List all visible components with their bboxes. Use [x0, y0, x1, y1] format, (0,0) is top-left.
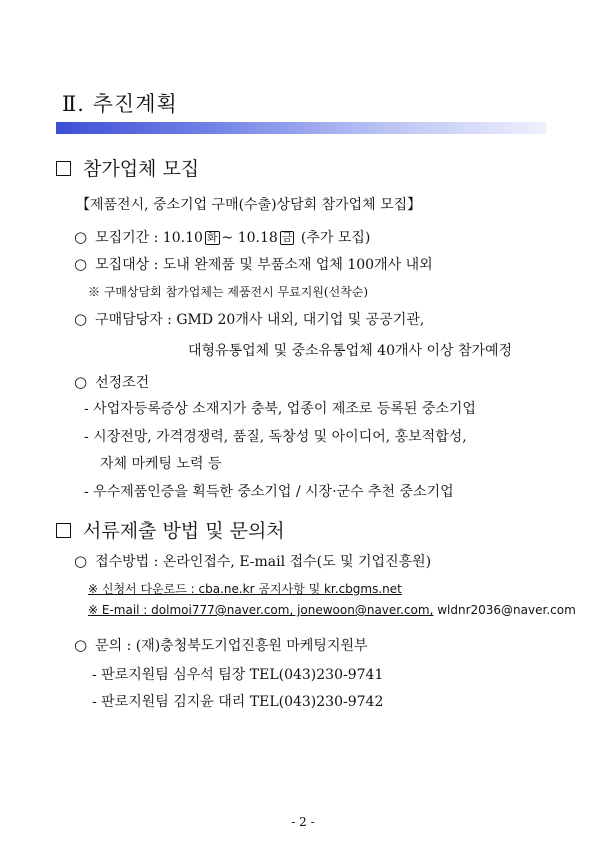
circle-bullet-icon: ○ [74, 552, 88, 570]
checkbox-square-icon [56, 523, 71, 538]
email-plain: wldnr2036@naver.com [433, 603, 576, 617]
page-title: Ⅱ. 추진계획 [62, 92, 178, 116]
criteria-item: - 사업자등록증상 소재지가 충북, 업종이 제조로 등록된 중소기업 [84, 401, 476, 417]
target-note: ※ 구매상담회 참가업체는 제품전시 무료지원(선착순) [88, 285, 369, 299]
section-title: 서류제출 방법 및 문의처 [83, 520, 285, 542]
criteria-item: - 시장전망, 가격경쟁력, 품질, 독창성 및 아이디어, 홍보적합성, [84, 429, 467, 445]
contact-person: - 판로지원팀 김지윤 대리 TEL(043)230-9742 [92, 694, 384, 710]
recruit-period: ○ 모집기간 : 10.10 화 ~ 10.18 금 (추가 모집) [74, 228, 371, 246]
email-label: ※ E-mail : [88, 603, 152, 617]
page-number: - 2 - [291, 815, 315, 829]
circle-bullet-icon: ○ [74, 228, 88, 246]
section-subtitle: 【제품전시, 중소기업 구매(수출)상담회 참가업체 모집】 [76, 197, 422, 213]
circle-bullet-icon: ○ [74, 373, 88, 391]
contact-label: ○ 문의 : (재)충청북도기업진흥원 마케팅지원부 [74, 636, 368, 654]
criteria-label: ○ 선정조건 [74, 373, 150, 391]
email-links[interactable]: dolmoi777@naver.com, jonewoon@naver.com, [151, 603, 434, 617]
criteria-item: 자체 마케팅 노력 등 [100, 456, 222, 472]
download-note-link[interactable]: ※ 신청서 다운로드 : cba.ne.kr 공지사항 및 kr.cbgms.net [88, 582, 402, 596]
contact-person: - 판로지원팀 심우석 팀장 TEL(043)230-9741 [92, 667, 384, 683]
section-heading-recruitment [56, 154, 199, 181]
section-heading-submission [56, 516, 285, 543]
email-line [88, 603, 576, 617]
checkbox-square-icon [56, 161, 71, 176]
circle-bullet-icon: ○ [74, 255, 88, 273]
day-badge: 화 [206, 231, 218, 244]
circle-bullet-icon: ○ [74, 310, 88, 328]
circle-bullet-icon: ○ [74, 636, 88, 654]
section-title: 참가업체 모집 [83, 158, 200, 180]
submission-method: ○ 접수방법 : 온라인접수, E-mail 접수(도 및 기업진흥원) [74, 552, 432, 570]
recruit-target: ○ 모집대상 : 도내 완제품 및 부품소재 업체 100개사 내외 [74, 255, 433, 273]
buyers-line-1: ○ 구매담당자 : GMD 20개사 내외, 대기업 및 공공기관, [74, 310, 425, 328]
buyers-line-2: 대형유통업체 및 중소유통업체 40개사 이상 참가예정 [188, 343, 513, 359]
criteria-item: - 우수제품인증을 획득한 중소기업 / 시장·군수 추천 중소기업 [84, 484, 454, 500]
title-gradient-bar [56, 122, 546, 134]
day-badge: 금 [281, 231, 293, 244]
